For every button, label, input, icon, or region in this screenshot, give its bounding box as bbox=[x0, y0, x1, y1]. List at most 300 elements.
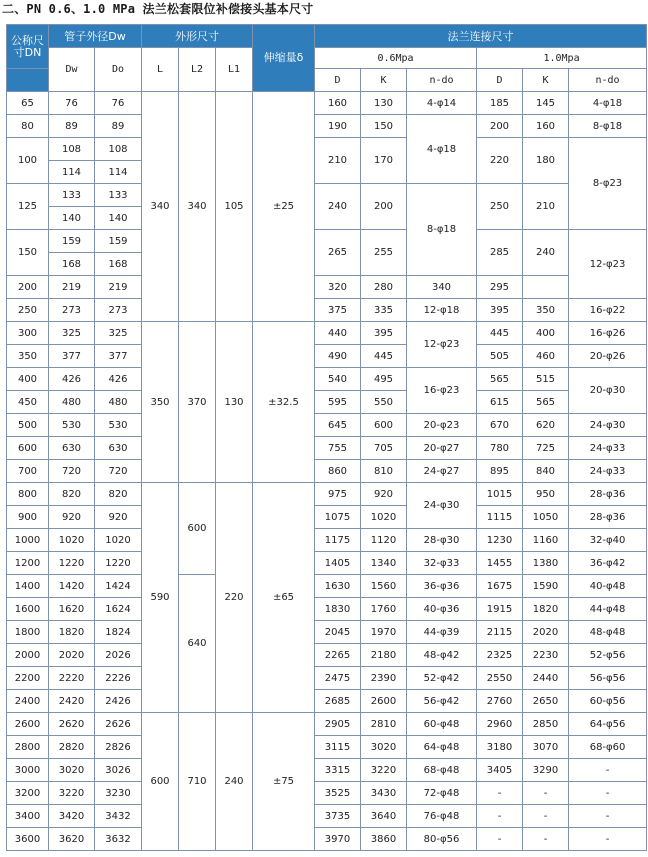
header-do: Do bbox=[95, 48, 142, 92]
cell-stretch: ±32.5 bbox=[253, 322, 315, 483]
cell-p10-n: 52-φ56 bbox=[569, 644, 647, 667]
table-row bbox=[7, 736, 647, 759]
header-dn-fill bbox=[7, 69, 49, 92]
cell-p06-D: 490 bbox=[315, 345, 361, 368]
cell-p06-n: 8-φ18 bbox=[407, 184, 477, 276]
cell-do: 2426 bbox=[95, 690, 142, 713]
cell-p06-K: 2390 bbox=[361, 667, 407, 690]
header-p06-D: D bbox=[315, 69, 361, 92]
cell-do: 2826 bbox=[95, 736, 142, 759]
table-row bbox=[7, 437, 647, 460]
cell-p06-K: 3860 bbox=[361, 828, 407, 851]
header-p10-n: n-do bbox=[569, 69, 647, 92]
cell-p10-D: 615 bbox=[477, 391, 523, 414]
cell-dw: 133 bbox=[49, 184, 95, 207]
cell-p06-K: 1340 bbox=[361, 552, 407, 575]
cell-dw: 3620 bbox=[49, 828, 95, 851]
cell-do: 140 bbox=[95, 207, 142, 230]
table-row bbox=[7, 690, 647, 713]
cell-p10-K: 1820 bbox=[523, 598, 569, 621]
table-row bbox=[7, 115, 647, 138]
cell-p06-K: 1120 bbox=[361, 529, 407, 552]
cell-p06-K: 1760 bbox=[361, 598, 407, 621]
cell-dw: 89 bbox=[49, 115, 95, 138]
header-p06-K: K bbox=[361, 69, 407, 92]
cell-p10-D: 1455 bbox=[477, 552, 523, 575]
cell-dw: 168 bbox=[49, 253, 95, 276]
cell-do: 920 bbox=[95, 506, 142, 529]
cell-p10-n: 4-φ18 bbox=[569, 92, 647, 115]
cell-p06-D: 3970 bbox=[315, 828, 361, 851]
cell-dn: 450 bbox=[7, 391, 49, 414]
cell-p06-n: 80-φ56 bbox=[407, 828, 477, 851]
cell-dw: 480 bbox=[49, 391, 95, 414]
cell-p10-D: 395 bbox=[477, 299, 523, 322]
table-row bbox=[7, 506, 647, 529]
cell-do: 1624 bbox=[95, 598, 142, 621]
cell-do: 3026 bbox=[95, 759, 142, 782]
cell-dw: 1020 bbox=[49, 529, 95, 552]
cell-p06-D: 1405 bbox=[315, 552, 361, 575]
table-row bbox=[7, 529, 647, 552]
cell-p06-K: 920 bbox=[361, 483, 407, 506]
cell-p06-n: 20-φ23 bbox=[407, 414, 477, 437]
cell-p06-K: 395 bbox=[361, 322, 407, 345]
cell-p06-n: 64-φ48 bbox=[407, 736, 477, 759]
cell-p10-n: - bbox=[569, 805, 647, 828]
cell-p10-K: 145 bbox=[523, 92, 569, 115]
cell-dn: 125 bbox=[7, 184, 49, 230]
cell-p10-D: 220 bbox=[477, 138, 523, 184]
cell-p06-n: 24-φ30 bbox=[407, 483, 477, 529]
cell-p10-K: 2650 bbox=[523, 690, 569, 713]
table-row bbox=[7, 368, 647, 391]
cell-p10-D: 445 bbox=[477, 322, 523, 345]
cell-p10-D: 780 bbox=[477, 437, 523, 460]
cell-p10-K: 2440 bbox=[523, 667, 569, 690]
cell-p10-n: 16-φ22 bbox=[569, 299, 647, 322]
cell-p10-K: 3070 bbox=[523, 736, 569, 759]
cell-p06-n: 4-φ14 bbox=[407, 92, 477, 115]
cell-do: 2626 bbox=[95, 713, 142, 736]
cell-L1: 240 bbox=[216, 713, 253, 851]
table-row bbox=[7, 759, 647, 782]
cell-p06-D: 860 bbox=[315, 460, 361, 483]
cell-do: 3230 bbox=[95, 782, 142, 805]
cell-dw: 1220 bbox=[49, 552, 95, 575]
cell-p10-D: 2325 bbox=[477, 644, 523, 667]
cell-L2: 340 bbox=[179, 92, 216, 322]
cell-dn: 80 bbox=[7, 115, 49, 138]
cell-dn: 1200 bbox=[7, 552, 49, 575]
cell-p10-K: 460 bbox=[523, 345, 569, 368]
cell-do: 720 bbox=[95, 460, 142, 483]
table-row bbox=[7, 414, 647, 437]
cell-L1: 130 bbox=[216, 322, 253, 483]
cell-dw: 1620 bbox=[49, 598, 95, 621]
cell-L: 590 bbox=[142, 483, 179, 713]
cell-do: 89 bbox=[95, 115, 142, 138]
cell-do: 1824 bbox=[95, 621, 142, 644]
cell-dw: 1820 bbox=[49, 621, 95, 644]
cell-do: 630 bbox=[95, 437, 142, 460]
cell-p10-n: - bbox=[569, 782, 647, 805]
cell-p10-D: 1115 bbox=[477, 506, 523, 529]
cell-L1: 105 bbox=[216, 92, 253, 322]
cell-dw: 630 bbox=[49, 437, 95, 460]
cell-p06-D: 320 bbox=[315, 276, 361, 299]
cell-p10-n: 20-φ30 bbox=[569, 368, 647, 414]
cell-p06-D: 595 bbox=[315, 391, 361, 414]
table-row bbox=[7, 483, 647, 506]
cell-dw: 219 bbox=[49, 276, 95, 299]
cell-dw: 2020 bbox=[49, 644, 95, 667]
cell-p06-K: 705 bbox=[361, 437, 407, 460]
cell-p06-D: 2265 bbox=[315, 644, 361, 667]
cell-dw: 530 bbox=[49, 414, 95, 437]
header-L1: L1 bbox=[216, 48, 253, 92]
cell-p06-D: 265 bbox=[315, 230, 361, 276]
header-p06-n: n-do bbox=[407, 69, 477, 92]
cell-dn: 3400 bbox=[7, 805, 49, 828]
cell-p10-n: 48-φ48 bbox=[569, 621, 647, 644]
cell-p10-D: 3405 bbox=[477, 759, 523, 782]
cell-p06-n: 24-φ27 bbox=[407, 460, 477, 483]
cell-stretch: ±65 bbox=[253, 483, 315, 713]
table-row bbox=[7, 322, 647, 345]
cell-p10-D: 1915 bbox=[477, 598, 523, 621]
cell-do: 3632 bbox=[95, 828, 142, 851]
cell-L2: 370 bbox=[179, 322, 216, 483]
cell-dn: 2000 bbox=[7, 644, 49, 667]
cell-p10-K: 400 bbox=[523, 322, 569, 345]
cell-p06-n: 44-φ39 bbox=[407, 621, 477, 644]
cell-do: 219 bbox=[95, 276, 142, 299]
table-row bbox=[7, 828, 647, 851]
cell-p10-n: 20-φ26 bbox=[569, 345, 647, 368]
cell-dn: 350 bbox=[7, 345, 49, 368]
cell-p10-K: 180 bbox=[523, 138, 569, 184]
cell-p06-K: 1970 bbox=[361, 621, 407, 644]
cell-p06-D: 160 bbox=[315, 92, 361, 115]
table-row bbox=[7, 230, 647, 253]
cell-p10-K: 950 bbox=[523, 483, 569, 506]
cell-p10-D: - bbox=[477, 805, 523, 828]
cell-dn: 200 bbox=[7, 276, 49, 299]
cell-p10-n: 40-φ48 bbox=[569, 575, 647, 598]
cell-do: 820 bbox=[95, 483, 142, 506]
cell-p06-K: 1560 bbox=[361, 575, 407, 598]
table-row bbox=[7, 92, 647, 115]
cell-p06-K: 200 bbox=[361, 184, 407, 230]
cell-dn: 1000 bbox=[7, 529, 49, 552]
cell-dw: 140 bbox=[49, 207, 95, 230]
cell-dn: 150 bbox=[7, 230, 49, 276]
cell-p10-n: - bbox=[569, 759, 647, 782]
table-row bbox=[7, 391, 647, 414]
cell-p10-K: 210 bbox=[523, 184, 569, 230]
cell-dn: 3200 bbox=[7, 782, 49, 805]
header-dw: Dw bbox=[49, 48, 95, 92]
cell-do: 377 bbox=[95, 345, 142, 368]
table-row bbox=[7, 345, 647, 368]
cell-p10-n: 44-φ48 bbox=[569, 598, 647, 621]
cell-p10-K: - bbox=[523, 828, 569, 851]
cell-p10-D: 1230 bbox=[477, 529, 523, 552]
cell-dn: 700 bbox=[7, 460, 49, 483]
cell-p06-n: 68-φ48 bbox=[407, 759, 477, 782]
cell-p06-D: 755 bbox=[315, 437, 361, 460]
cell-dn: 400 bbox=[7, 368, 49, 391]
cell-dw: 325 bbox=[49, 322, 95, 345]
cell-p06-K: 2180 bbox=[361, 644, 407, 667]
cell-dn: 1600 bbox=[7, 598, 49, 621]
cell-p06-D: 1630 bbox=[315, 575, 361, 598]
cell-p10-K: 840 bbox=[523, 460, 569, 483]
page-title: 二、PN 0.6、1.0 MPa 法兰松套限位补偿接头基本尺寸 bbox=[2, 2, 314, 16]
cell-dn: 65 bbox=[7, 92, 49, 115]
header-L: L bbox=[142, 48, 179, 92]
cell-p06-n: 40-φ36 bbox=[407, 598, 477, 621]
cell-p06-D: 1075 bbox=[315, 506, 361, 529]
cell-p06-D: 3525 bbox=[315, 782, 361, 805]
cell-dn: 300 bbox=[7, 322, 49, 345]
cell-p10-D: 250 bbox=[477, 184, 523, 230]
cell-do: 273 bbox=[95, 299, 142, 322]
cell-p06-D: 540 bbox=[315, 368, 361, 391]
cell-dw: 2220 bbox=[49, 667, 95, 690]
cell-p06-n: 52-φ42 bbox=[407, 667, 477, 690]
cell-p06-n: 20-φ27 bbox=[407, 437, 477, 460]
cell-p06-K: 170 bbox=[361, 138, 407, 184]
cell-p06-D: 1830 bbox=[315, 598, 361, 621]
cell-dw: 273 bbox=[49, 299, 95, 322]
cell-p06-D: 3735 bbox=[315, 805, 361, 828]
cell-dn: 600 bbox=[7, 437, 49, 460]
cell-dw: 2620 bbox=[49, 713, 95, 736]
cell-p10-K: 2850 bbox=[523, 713, 569, 736]
cell-dn: 500 bbox=[7, 414, 49, 437]
cell-L: 350 bbox=[142, 322, 179, 483]
cell-dw: 426 bbox=[49, 368, 95, 391]
table-row bbox=[7, 184, 647, 207]
cell-p10-K: 2230 bbox=[523, 644, 569, 667]
cell-p06-n: 48-φ42 bbox=[407, 644, 477, 667]
cell-p06-D: 2475 bbox=[315, 667, 361, 690]
cell-dw: 1420 bbox=[49, 575, 95, 598]
header-p10: 1.0Mpa bbox=[477, 48, 647, 69]
cell-p06-n: 72-φ48 bbox=[407, 782, 477, 805]
cell-p10-n: 36-φ42 bbox=[569, 552, 647, 575]
table-row bbox=[7, 713, 647, 736]
cell-p06-K: 600 bbox=[361, 414, 407, 437]
cell-p10-n: 64-φ56 bbox=[569, 713, 647, 736]
cell-p06-K: 3020 bbox=[361, 736, 407, 759]
cell-p10-K: - bbox=[523, 805, 569, 828]
cell-dn: 250 bbox=[7, 299, 49, 322]
table-row bbox=[7, 138, 647, 161]
cell-p10-D: 1015 bbox=[477, 483, 523, 506]
header-p10-D: D bbox=[477, 69, 523, 92]
cell-dw: 820 bbox=[49, 483, 95, 506]
cell-p06-n: 16-φ23 bbox=[407, 368, 477, 414]
cell-p06-K: 1020 bbox=[361, 506, 407, 529]
cell-p06-n: 60-φ48 bbox=[407, 713, 477, 736]
cell-dn: 1800 bbox=[7, 621, 49, 644]
table-row bbox=[7, 621, 647, 644]
cell-p10-D: 340 bbox=[407, 276, 477, 299]
cell-do: 530 bbox=[95, 414, 142, 437]
cell-p10-D: 285 bbox=[477, 230, 523, 276]
cell-p10-D: 2550 bbox=[477, 667, 523, 690]
cell-dn: 900 bbox=[7, 506, 49, 529]
cell-p10-K: 620 bbox=[523, 414, 569, 437]
cell-do: 168 bbox=[95, 253, 142, 276]
cell-p06-D: 2685 bbox=[315, 690, 361, 713]
cell-p10-n: 56-φ56 bbox=[569, 667, 647, 690]
cell-dn: 2200 bbox=[7, 667, 49, 690]
cell-p06-K: 495 bbox=[361, 368, 407, 391]
cell-p10-K: 565 bbox=[523, 391, 569, 414]
cell-dw: 159 bbox=[49, 230, 95, 253]
cell-p06-K: 3640 bbox=[361, 805, 407, 828]
table-row bbox=[7, 598, 647, 621]
cell-p06-K: 130 bbox=[361, 92, 407, 115]
cell-dw: 108 bbox=[49, 138, 95, 161]
cell-do: 108 bbox=[95, 138, 142, 161]
cell-p10-D: 1675 bbox=[477, 575, 523, 598]
cell-do: 325 bbox=[95, 322, 142, 345]
header-dn bbox=[7, 25, 49, 69]
cell-L2: 640 bbox=[179, 575, 216, 713]
header-stretch bbox=[253, 25, 315, 92]
table-row bbox=[7, 575, 647, 598]
cell-p10-K: 240 bbox=[523, 230, 569, 276]
cell-do: 1020 bbox=[95, 529, 142, 552]
cell-L: 600 bbox=[142, 713, 179, 851]
table-row bbox=[7, 299, 647, 322]
cell-dn: 2400 bbox=[7, 690, 49, 713]
cell-stretch: ±75 bbox=[253, 713, 315, 851]
header-p06: 0.6Mpa bbox=[315, 48, 477, 69]
cell-p06-K: 2810 bbox=[361, 713, 407, 736]
cell-do: 159 bbox=[95, 230, 142, 253]
cell-p10-n: 24-φ30 bbox=[569, 414, 647, 437]
cell-do: 2226 bbox=[95, 667, 142, 690]
header-flange: 法兰连接尺寸 bbox=[315, 25, 647, 48]
cell-p10-n: 24-φ33 bbox=[569, 460, 647, 483]
cell-p10-n: 60-φ56 bbox=[569, 690, 647, 713]
cell-L1: 220 bbox=[216, 483, 253, 713]
cell-dw: 920 bbox=[49, 506, 95, 529]
cell-do: 76 bbox=[95, 92, 142, 115]
cell-p10-K: 1380 bbox=[523, 552, 569, 575]
cell-p06-D: 240 bbox=[315, 184, 361, 230]
table-row bbox=[7, 552, 647, 575]
cell-p10-n: - bbox=[569, 828, 647, 851]
cell-p10-n: 28-φ36 bbox=[569, 506, 647, 529]
cell-p10-D: 2960 bbox=[477, 713, 523, 736]
header-dn-label: 公称尺寸DN bbox=[11, 33, 44, 59]
cell-p10-K: 725 bbox=[523, 437, 569, 460]
cell-p10-D: 185 bbox=[477, 92, 523, 115]
cell-p06-K: 3220 bbox=[361, 759, 407, 782]
header-shape: 外形尺寸 bbox=[142, 25, 253, 48]
cell-p10-D: 3180 bbox=[477, 736, 523, 759]
cell-p06-D: 375 bbox=[315, 299, 361, 322]
table-row bbox=[7, 667, 647, 690]
cell-do: 1424 bbox=[95, 575, 142, 598]
cell-p06-D: 2905 bbox=[315, 713, 361, 736]
cell-p10-K: 350 bbox=[523, 299, 569, 322]
cell-p10-K: 1160 bbox=[523, 529, 569, 552]
cell-p06-n: 76-φ48 bbox=[407, 805, 477, 828]
header-stretch-label: 伸缩量δ bbox=[263, 51, 304, 64]
cell-p06-D: 2045 bbox=[315, 621, 361, 644]
cell-p06-K: 445 bbox=[361, 345, 407, 368]
cell-p10-D: - bbox=[477, 828, 523, 851]
table-row bbox=[7, 805, 647, 828]
header-pipe-od: 管子外径Dw bbox=[49, 25, 142, 48]
cell-dn: 1400 bbox=[7, 575, 49, 598]
cell-p06-D: 3115 bbox=[315, 736, 361, 759]
cell-dw: 377 bbox=[49, 345, 95, 368]
cell-do: 3432 bbox=[95, 805, 142, 828]
cell-p06-K: 150 bbox=[361, 115, 407, 138]
table-row bbox=[7, 276, 647, 299]
cell-p10-D: 895 bbox=[477, 460, 523, 483]
cell-L: 340 bbox=[142, 92, 179, 322]
cell-do: 1220 bbox=[95, 552, 142, 575]
cell-p10-n: 12-φ23 bbox=[569, 230, 647, 299]
cell-p10-D: 2760 bbox=[477, 690, 523, 713]
cell-p10-D: 2115 bbox=[477, 621, 523, 644]
cell-dw: 2820 bbox=[49, 736, 95, 759]
cell-dw: 76 bbox=[49, 92, 95, 115]
cell-p06-n: 56-φ42 bbox=[407, 690, 477, 713]
cell-p10-D: - bbox=[477, 782, 523, 805]
cell-p06-K: 3430 bbox=[361, 782, 407, 805]
cell-do: 133 bbox=[95, 184, 142, 207]
cell-dn: 100 bbox=[7, 138, 49, 184]
cell-dw: 114 bbox=[49, 161, 95, 184]
cell-p10-D: 670 bbox=[477, 414, 523, 437]
cell-p10-n: 8-φ18 bbox=[569, 115, 647, 138]
cell-do: 114 bbox=[95, 161, 142, 184]
cell-p06-D: 3315 bbox=[315, 759, 361, 782]
cell-p06-K: 550 bbox=[361, 391, 407, 414]
cell-p10-K: 3290 bbox=[523, 759, 569, 782]
cell-p10-n: 68-φ60 bbox=[569, 736, 647, 759]
cell-dn: 2800 bbox=[7, 736, 49, 759]
header-p10-K: K bbox=[523, 69, 569, 92]
table-row bbox=[7, 782, 647, 805]
cell-dw: 3220 bbox=[49, 782, 95, 805]
cell-dw: 720 bbox=[49, 460, 95, 483]
cell-do: 2026 bbox=[95, 644, 142, 667]
cell-p10-D: 200 bbox=[477, 115, 523, 138]
cell-p06-D: 190 bbox=[315, 115, 361, 138]
cell-p06-D: 975 bbox=[315, 483, 361, 506]
cell-p06-K: 280 bbox=[361, 276, 407, 299]
cell-p10-n: 28-φ36 bbox=[569, 483, 647, 506]
cell-p10-n: 16-φ26 bbox=[569, 322, 647, 345]
cell-p10-K: 1050 bbox=[523, 506, 569, 529]
cell-p10-D: 565 bbox=[477, 368, 523, 391]
cell-p06-D: 645 bbox=[315, 414, 361, 437]
table-row bbox=[7, 644, 647, 667]
header-L2: L2 bbox=[179, 48, 216, 92]
